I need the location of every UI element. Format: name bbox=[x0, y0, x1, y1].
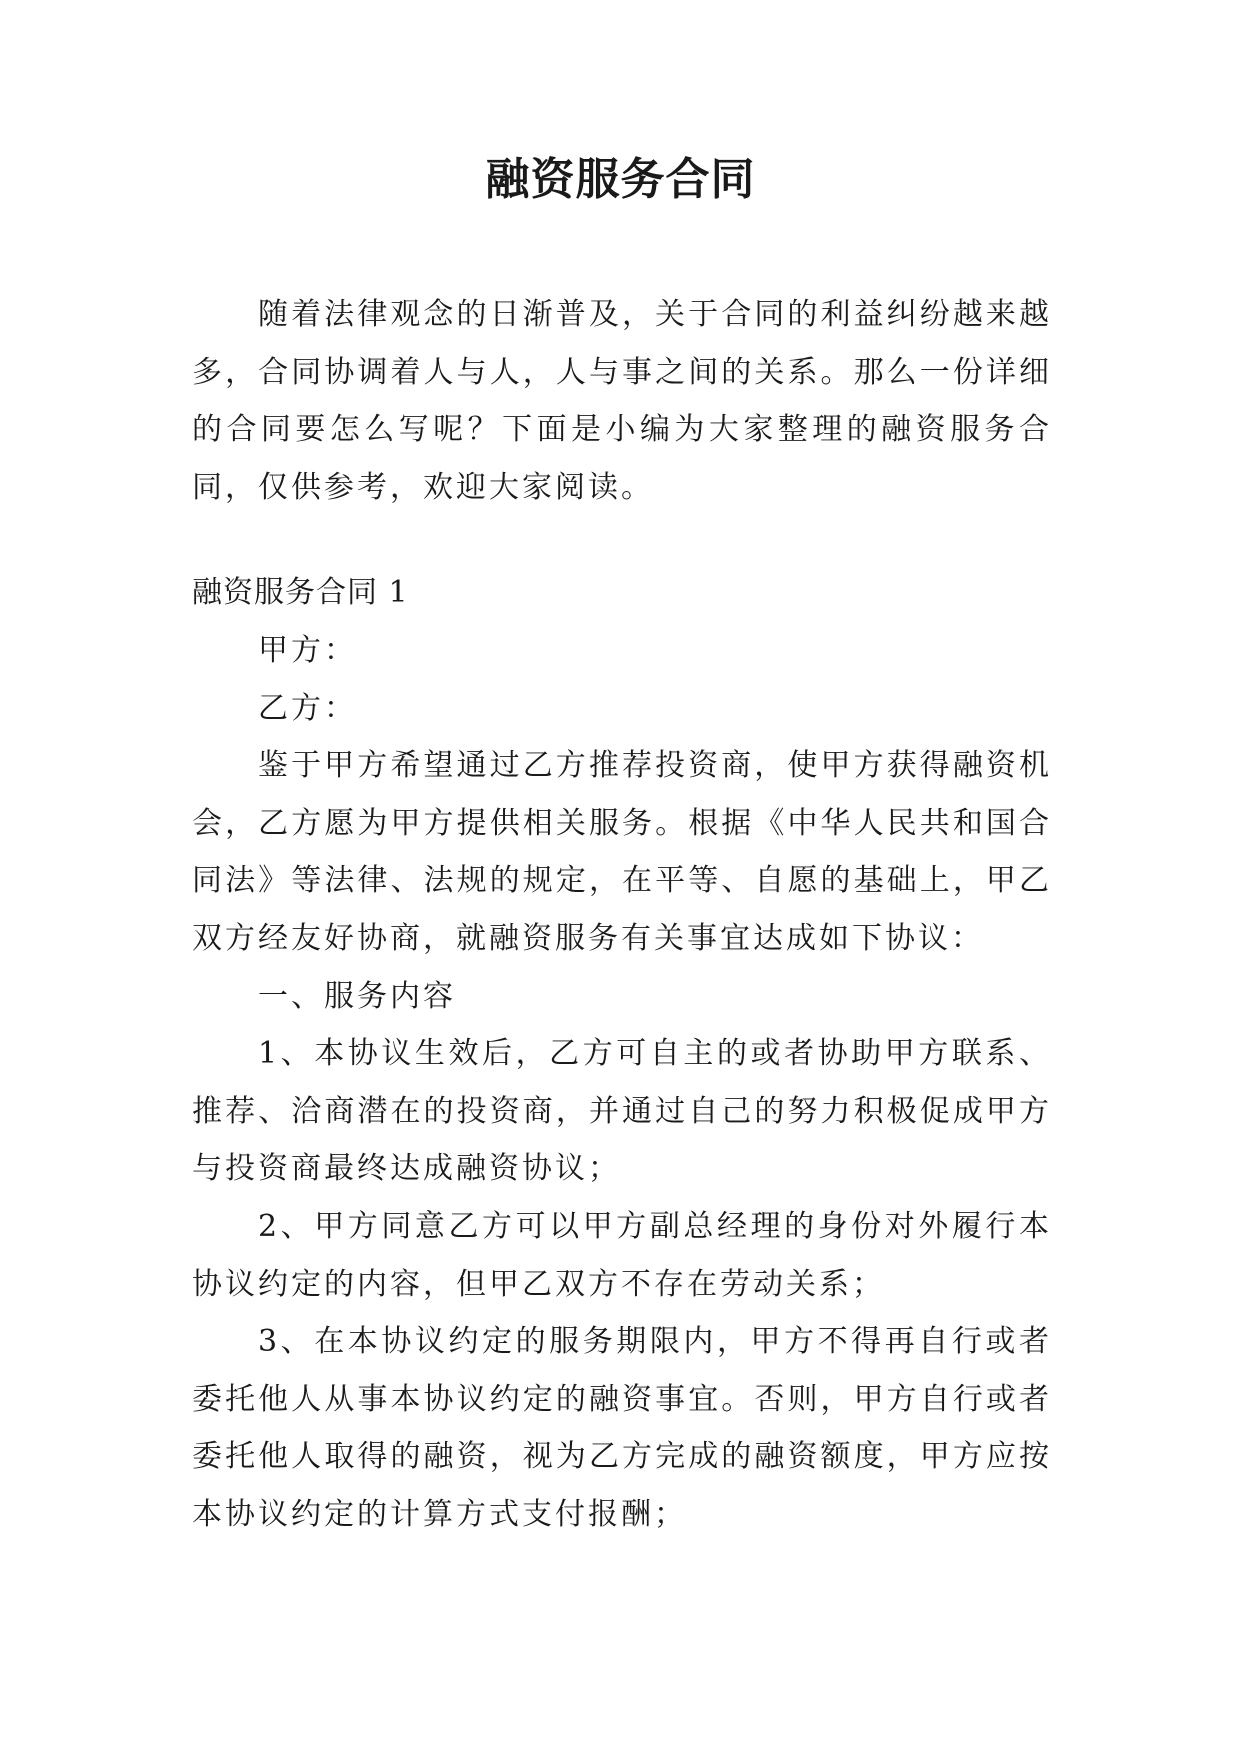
party-a-line: 甲方： bbox=[258, 632, 357, 668]
clause-3: 3、在本协议约定的服务期限内，甲方不得再自行或者委托他人从事本协议约定的融资事宜。否则，甲方自行或者委托他人取得的融资，视为乙方完成的融资额度，甲方应按本协议约定的计算方式支付报酬； bbox=[192, 1324, 1052, 1532]
intro-paragraph: 随着法律观念的日渐普及，关于合同的利益纠纷越来越多，合同协调着人与人，人与事之间的关系。那么一份详细的合同要怎么写呢？下面是小编为大家整理的融资服务合同，仅供参考，欢迎大家阅读。 bbox=[192, 297, 1052, 505]
document-body bbox=[192, 286, 1052, 1543]
paragraph-spacer bbox=[192, 516, 1052, 564]
party-b-line: 乙方： bbox=[258, 690, 357, 726]
clause-1: 1、本协议生效后，乙方可自主的或者协助甲方联系、推荐、洽商潜在的投资商，并通过自己的努力积极促成甲方与投资商最终达成融资协议； bbox=[192, 1036, 1052, 1187]
heading-service-content: 一、服务内容 bbox=[258, 978, 456, 1014]
preamble-paragraph: 鉴于甲方希望通过乙方推荐投资商，使甲方获得融资机会，乙方愿为甲方提供相关服务。根据《中华人民共和国合同法》等法律、法规的规定，在平等、自愿的基础上，甲乙双方经友好协商，就融资服务有关事宜达成如下协议： bbox=[192, 748, 1052, 956]
clause-2: 2、甲方同意乙方可以甲方副总经理的身份对外履行本协议约定的内容，但甲乙双方不存在劳动关系； bbox=[192, 1208, 1052, 1302]
document-title: 融资服务合同 bbox=[485, 154, 756, 205]
section-title: 融资服务合同 1 bbox=[192, 575, 409, 611]
